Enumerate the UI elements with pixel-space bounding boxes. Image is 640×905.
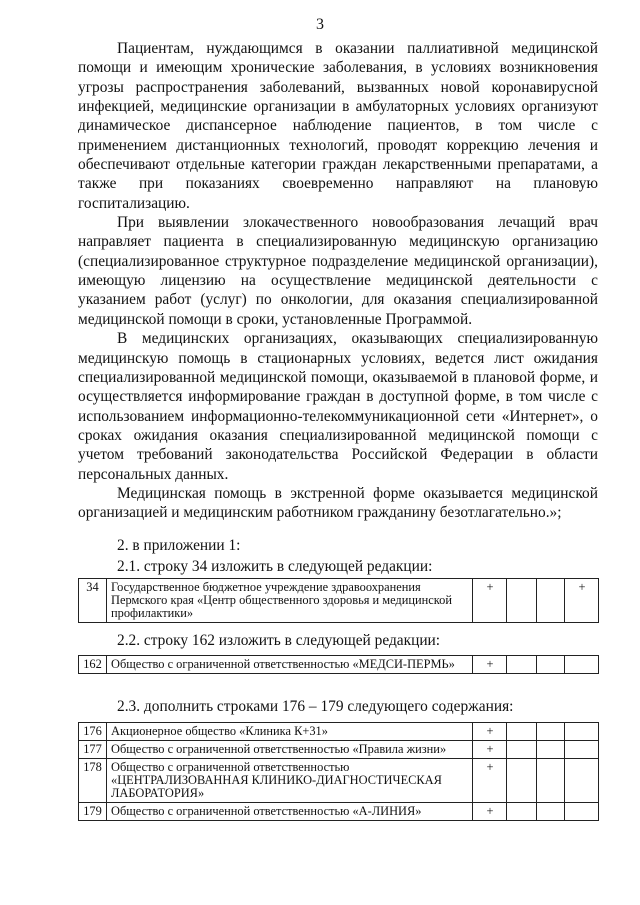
table-row	[79, 579, 599, 623]
mark-cell-1: +	[473, 741, 507, 759]
table-rows-176-179	[78, 722, 599, 821]
mark-cell-4	[565, 741, 599, 759]
page-number: 3	[316, 16, 324, 33]
paragraph-palliative-care: Пациентам, нуждающимся в оказании паллиативной медицинской помощи и имеющим хронические заболевания, в условиях возникновения угрозы распространения заболеваний, вызванных новой коронавирусной инфекцией, медицинские организации в амбулаторных условиях организуют динамическое диспансерное наблюдение пациентов, в том числе с применением дистанционных технологий, проводят коррекцию лечения и обеспечивают отдельные категории граждан лекарственными препаратами, а также при показаниях своевременно направляют на плановую госпитализацию.	[78, 40, 598, 212]
table-row-34	[78, 578, 599, 623]
body-text	[78, 39, 598, 523]
item-2-3-heading: 2.3. дополнить строками 176 – 179 следующего содержания:	[117, 698, 514, 715]
mark-cell-1: +	[473, 579, 507, 623]
mark-cell-3	[537, 723, 565, 741]
mark-cell-3	[537, 759, 565, 803]
row-number-cell: 177	[79, 741, 107, 759]
table-row	[79, 741, 599, 759]
mark-cell-2	[507, 656, 537, 674]
paragraph-oncology-referral: При выявлении злокачественного новообразования лечащий врач направляет пациента в специализированную медицинскую организацию (специализированное структурное подразделение медицинской организации), имеющую лицензию на осуществление медицинской деятельности с указанием работ (услуг) по онкологии, для оказания специализированной медицинской помощи в сроки, установленные Программой.	[78, 214, 598, 328]
mark-cell-4: +	[565, 579, 599, 623]
mark-cell-3	[537, 803, 565, 821]
row-number-cell: 179	[79, 803, 107, 821]
mark-cell-4	[565, 759, 599, 803]
mark-cell-2	[507, 759, 537, 803]
item-2-heading: 2. в приложении 1:	[117, 537, 241, 554]
table-row	[79, 656, 599, 674]
table-row	[79, 759, 599, 803]
mark-cell-3	[537, 656, 565, 674]
mark-cell-2	[507, 803, 537, 821]
row-number-cell: 162	[79, 656, 107, 674]
organization-name-cell: Государственное бюджетное учреждение здравоохранения Пермского края «Центр общественного здоровья и медицинской профилактики»	[107, 579, 473, 623]
table-row	[79, 723, 599, 741]
table-row-162	[78, 655, 599, 674]
mark-cell-4	[565, 803, 599, 821]
row-number-cell: 176	[79, 723, 107, 741]
item-2-1-heading: 2.1. строку 34 изложить в следующей редакции:	[117, 558, 433, 575]
paragraph-waiting-list: В медицинских организациях, оказывающих специализированную медицинскую помощь в стационарных условиях, ведется лист ожидания специализированной медицинской помощи, оказываемой в плановой форме, и осуществляется информирование граждан в доступной форме, в том числе с использованием информационно-телекоммуникационной сети «Интернет», о сроках ожидания оказания специализированной медицинской помощи с учетом требований законодательства Российской Федерации в области персональных данных.	[78, 330, 598, 483]
table-row	[79, 803, 599, 821]
item-2-2-heading: 2.2. строку 162 изложить в следующей редакции:	[117, 632, 441, 649]
mark-cell-4	[565, 723, 599, 741]
organization-name-cell: Общество с ограниченной ответственностью «А-ЛИНИЯ»	[107, 803, 473, 821]
mark-cell-2	[507, 741, 537, 759]
row-number-cell: 178	[79, 759, 107, 803]
mark-cell-1: +	[473, 759, 507, 803]
mark-cell-1: +	[473, 723, 507, 741]
mark-cell-1: +	[473, 803, 507, 821]
mark-cell-3	[537, 579, 565, 623]
mark-cell-2	[507, 579, 537, 623]
paragraph-emergency-care: Медицинская помощь в экстренной форме оказывается медицинской организацией и медицинским работником гражданину безотлагательно.»;	[78, 484, 598, 522]
mark-cell-3	[537, 741, 565, 759]
mark-cell-2	[507, 723, 537, 741]
organization-name-cell: Общество с ограниченной ответственностью «ЦЕНТРАЛИЗОВАННАЯ КЛИНИКО-ДИАГНОСТИЧЕСКАЯ ЛАБОРАТОРИЯ»	[107, 759, 473, 803]
organization-name-cell: Общество с ограниченной ответственностью «МЕДСИ-ПЕРМЬ»	[107, 656, 473, 674]
mark-cell-1: +	[473, 656, 507, 674]
organization-name-cell: Акционерное общество «Клиника К+31»	[107, 723, 473, 741]
mark-cell-4	[565, 656, 599, 674]
row-number-cell: 34	[79, 579, 107, 623]
organization-name-cell: Общество с ограниченной ответственностью «Правила жизни»	[107, 741, 473, 759]
